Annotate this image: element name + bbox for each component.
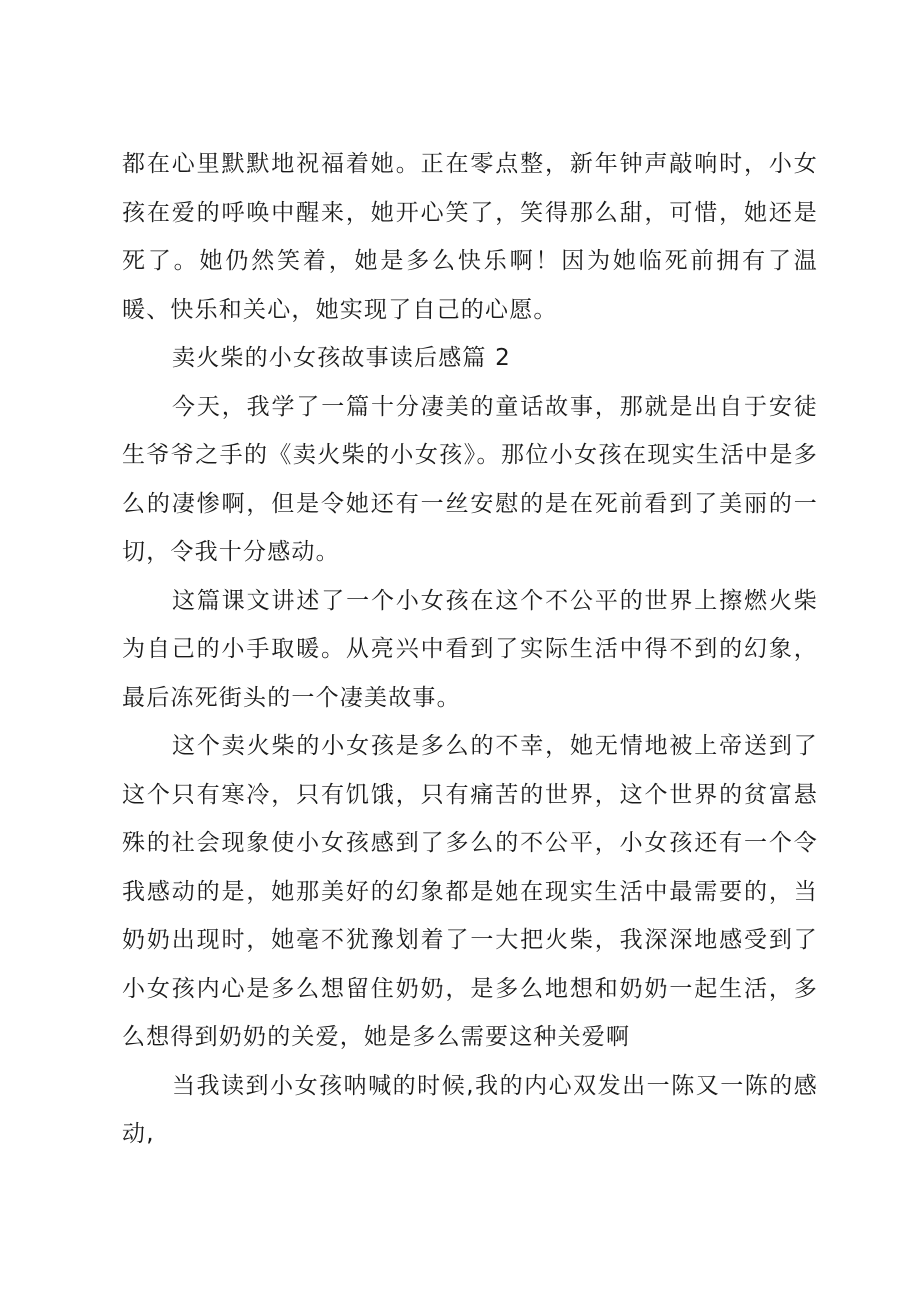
paragraph-4: 这个卖火柴的小女孩是多么的不幸，她无情地被上帝送到了这个只有寒冷，只有饥饿，只有痛苦的世界，这个世界的贫富悬殊的社会现象使小女孩感到了多么的不公平，小女孩还有一个令我感动的是，她那美好的幻象都是她在现实生活中最需要的，当奶奶出现时，她毫不犹豫划着了一大把火柴，我深深地感受到了小女孩内心是多么想留住奶奶，是多么地想和奶奶一起生活，多么想得到奶奶的关爱，她是多么需要这种关爱啊: [122, 733, 818, 1050]
paragraph-5: 当我读到小女孩呐喊的时候,我的内心双发出一陈又一陈的感动,: [122, 1072, 818, 1147]
document-body: [122, 140, 818, 1159]
paragraph-3: 这篇课文讲述了一个小女孩在这个不公平的世界上擦燃火柴为自己的小手取暖。从亮兴中看到了实际生活中得不到的幻象，最后冻死街头的一个凄美故事。: [122, 587, 818, 711]
paragraph-1: 都在心里默默地祝福着她。正在零点整，新年钟声敲响时，小女孩在爱的呼唤中醒来，她开心笑了，笑得那么甜，可惜，她还是死了。她仍然笑着，她是多么快乐啊！因为她临死前拥有了温暖、快乐和关心，她实现了自己的心愿。: [122, 151, 818, 323]
paragraph-2: 今天，我学了一篇十分凄美的童话故事，那就是出自于安徒生爷爷之手的《卖火柴的小女孩》。那位小女孩在现实生活中是多么的凄惨啊，但是令她还有一丝安慰的是在死前看到了美丽的一切，令我十分感动。: [122, 393, 818, 565]
section-heading: 卖火柴的小女孩故事读后感篇 2: [172, 345, 511, 371]
